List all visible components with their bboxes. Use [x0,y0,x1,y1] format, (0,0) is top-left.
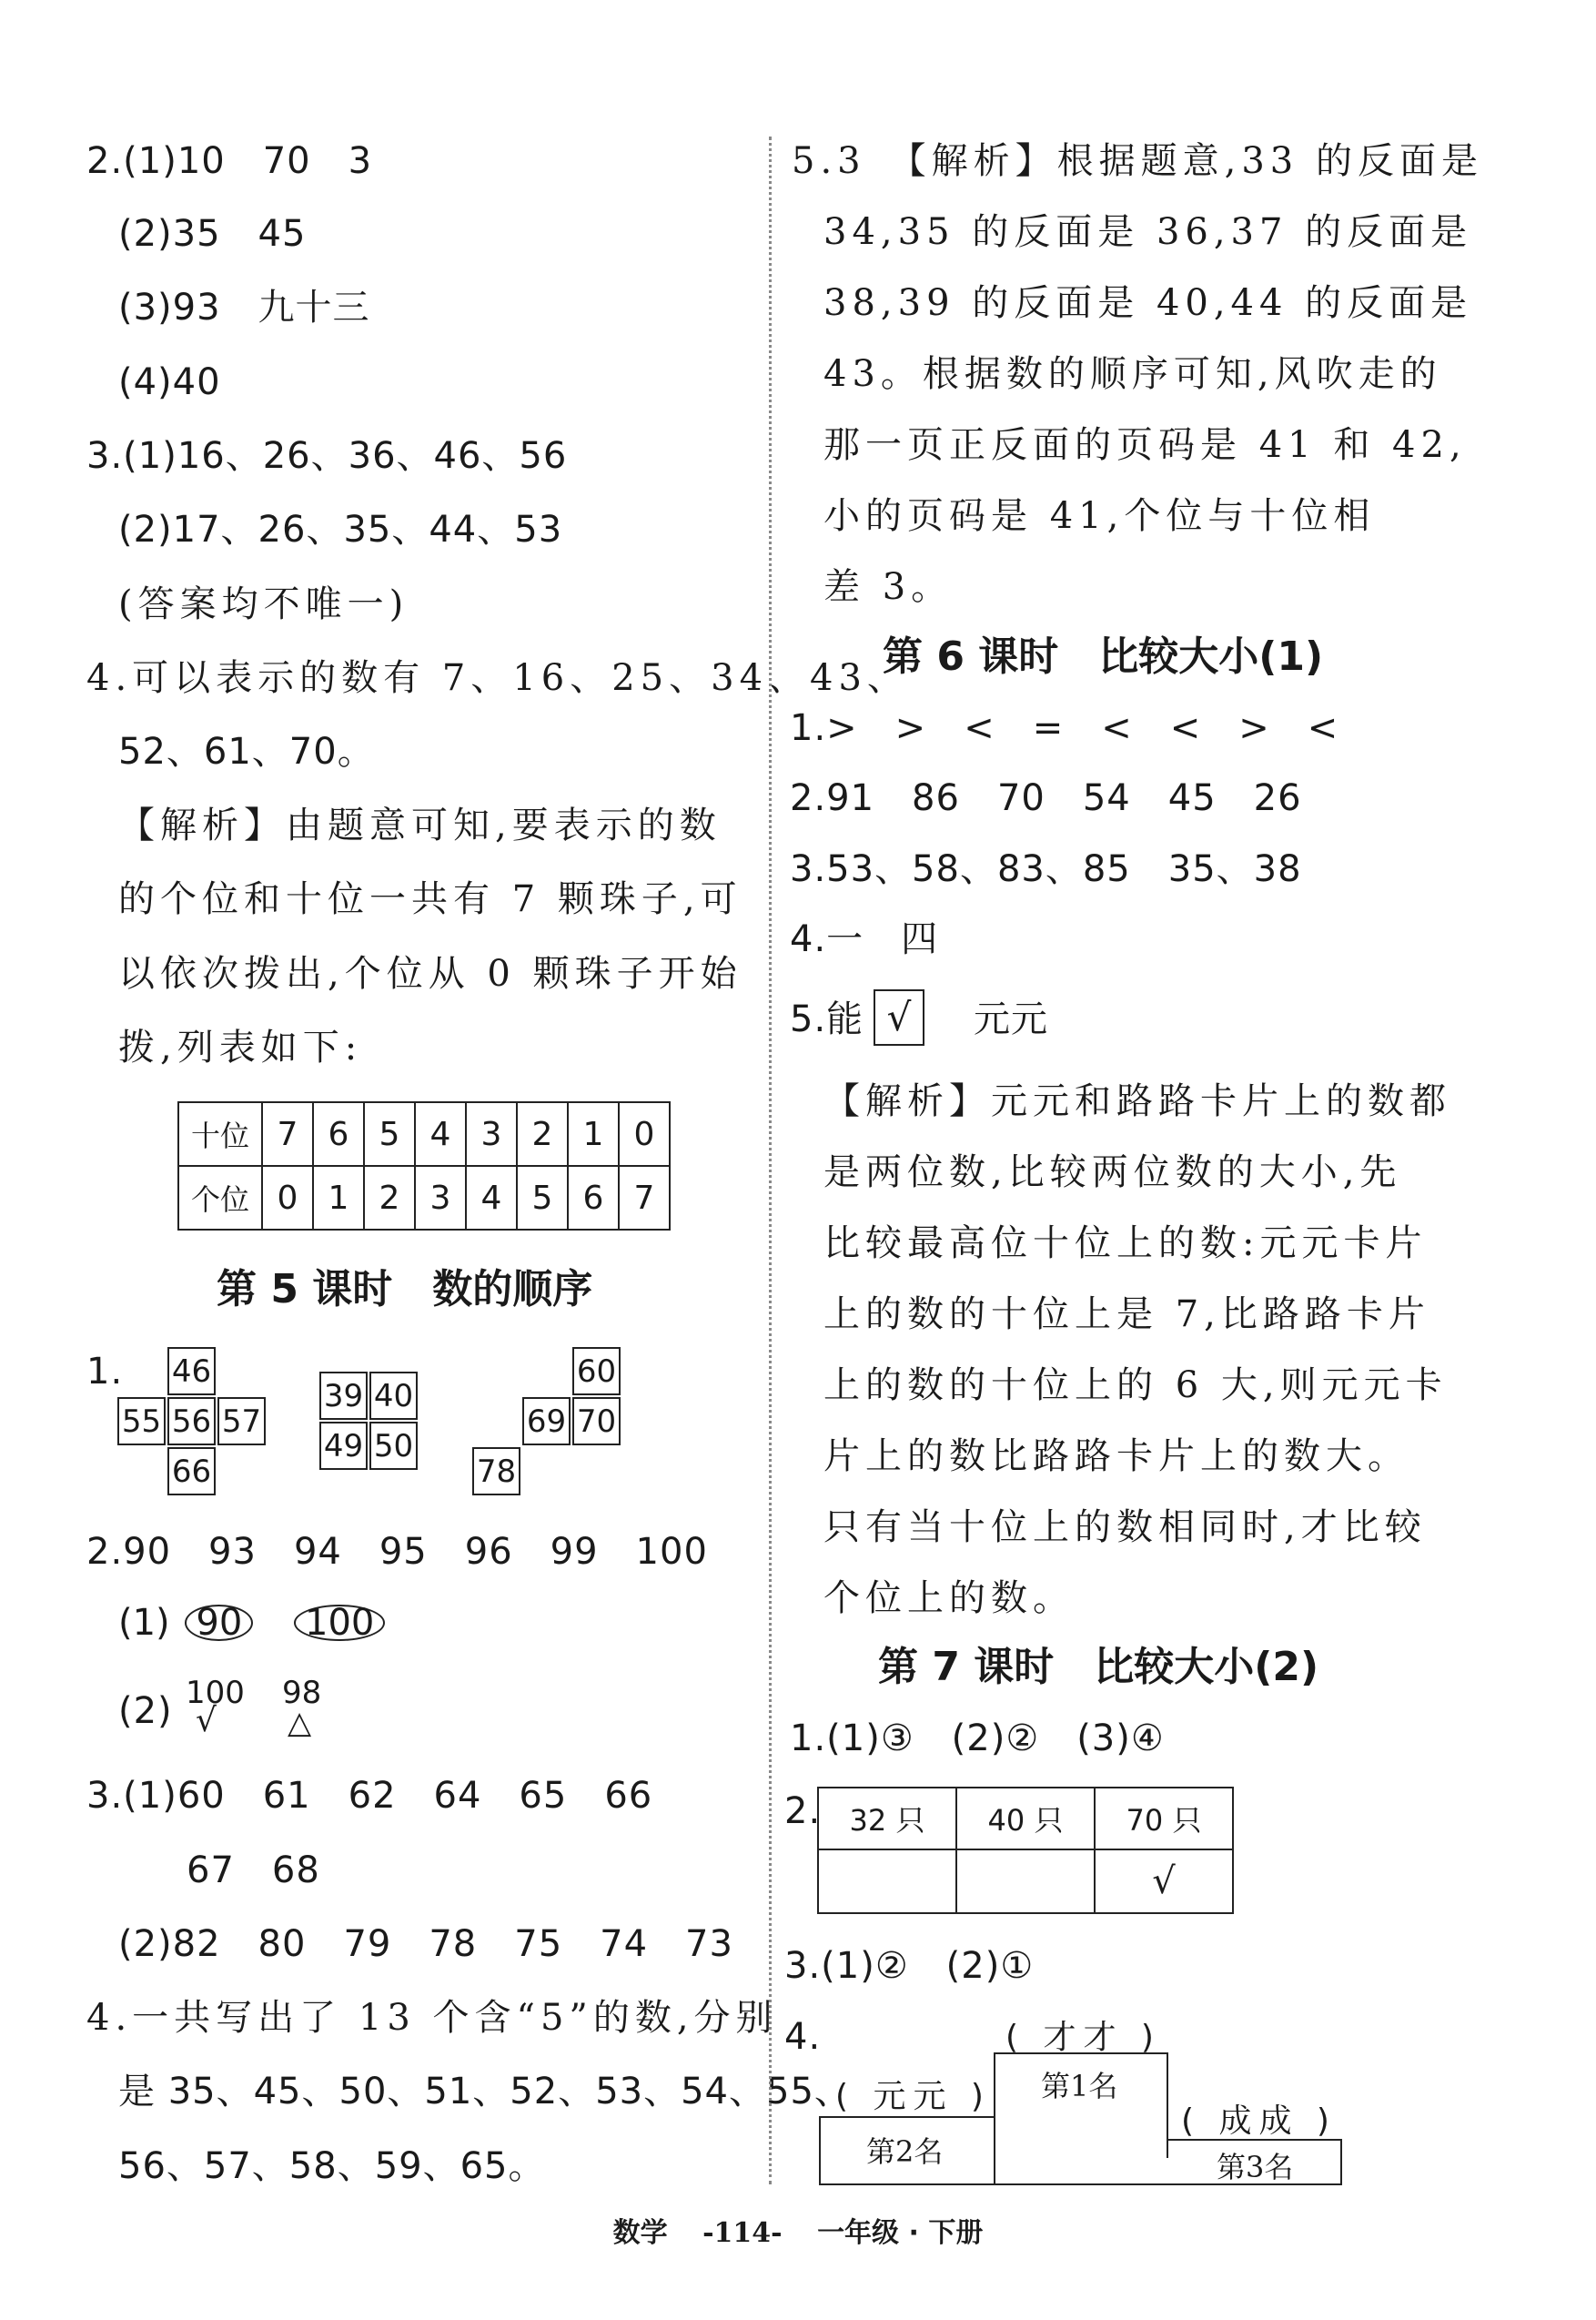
mark-top-number: 98 [282,1675,322,1711]
puzzle3-top: 60 [572,1347,621,1395]
table-cell: 5 [517,1166,568,1230]
l-line-18: 67 68 [187,1849,320,1891]
table-cell: 0 [262,1166,313,1230]
l-line-11: 的个位和十位一共有 7 颗珠子,可 [118,878,742,920]
table-cell: 0 [619,1102,670,1166]
puzzle1-right: 57 [217,1397,266,1445]
check-mark: √ [196,1702,217,1739]
r-line-02: 34,35 的反面是 36,37 的反面是 [823,211,1473,253]
table-cell: 十位 [178,1102,262,1166]
table-cell [956,1849,1095,1913]
puzzle2-tr: 40 [369,1372,418,1420]
table-cell: 4 [415,1102,466,1166]
podium-third-label: 第3名 [1217,2150,1294,2184]
r-line-12-pre: 5.能 [790,998,864,1040]
puzzle3-mid-right: 70 [572,1397,621,1445]
l-line-21: 是 35、45、50、51、52、53、54、55、 [118,2071,852,2112]
footer-grade: 一年级 · 下册 [817,2217,984,2249]
r-line-20: 个位上的数。 [823,1577,1075,1619]
r-line-18: 片上的数比路路卡片上的数大。 [823,1435,1409,1477]
l-line-12: 以依次拨出,个位从 0 颗珠子开始 [118,953,742,995]
l-line-14: 2.90 93 94 95 96 99 100 [86,1531,708,1573]
table-cell: 5 [364,1102,415,1166]
podium-second-name: ( 元元 ) [835,2078,991,2115]
table-cell: 6 [313,1102,364,1166]
r-line-09: 2.91 86 70 54 45 26 [790,777,1302,819]
r-line-11: 4.一 四 [790,918,939,960]
r-line-21: 1.(1)③ (2)② (3)④ [790,1717,1165,1759]
podium-block-second [819,2116,995,2185]
l-line-20: 4.一共写出了 13 个含“5”的数,分别 [86,1997,778,2039]
r-line-15: 比较最高位十位上的数:元元卡片 [823,1222,1428,1264]
table-cell: 70 只 [1095,1788,1233,1849]
triangle-mark: △ [288,1705,312,1741]
podium-second-label: 第2名 [866,2134,944,2169]
page-footer [0,2210,1596,2250]
table-cell: 3 [466,1102,517,1166]
puzzle1-center: 56 [167,1397,216,1445]
r-line-04: 43。根据数的顺序可知,风吹走的 [823,353,1442,395]
r-line-05: 那一页正反面的页码是 41 和 42, [823,424,1467,466]
r-line-17: 上的数的十位上的 6 大,则元元卡 [823,1364,1448,1406]
r-line-01: 5.3 【解析】根据题意,33 的反面是 [792,140,1483,182]
puzzle3-mid-left: 69 [522,1397,571,1445]
r-line-19: 只有当十位上的数相同时,才比较 [823,1506,1427,1548]
table-cell: 6 [568,1166,619,1230]
puzzle1-left: 55 [117,1397,166,1445]
podium-third-top [1167,2139,1342,2141]
puzzle3-bottom: 78 [472,1447,520,1495]
footer-page-number: -114- [702,2217,783,2249]
l-line-06: (2)17、26、35、44、53 [118,509,563,551]
l-line-01: 2.(1)10 70 3 [86,140,373,182]
table-cell: 1 [313,1166,364,1230]
table-cell: √ [1095,1849,1233,1913]
podium-block-third [994,2141,1342,2185]
r-line-10: 3.53、58、83、85 35、38 [790,848,1302,890]
r-line-08: 1.> > < = < < > < [790,707,1339,749]
r-line-12-post: 元元 [974,998,1048,1040]
r-line-13: 【解析】元元和路路卡片上的数都 [823,1080,1451,1122]
l-line-04: (4)40 [118,361,221,403]
r-line-22-label: 2. [784,1790,822,1832]
circled-answer: 90 [185,1605,253,1641]
sub-label: (1) [118,1602,170,1644]
table-cell [818,1849,956,1913]
l-line-10: 【解析】由题意可知,要表示的数 [118,805,722,846]
podium-first-label: 第1名 [1041,2069,1118,2103]
lesson-6-heading: 第 6 课时 比较大小(1) [883,633,1324,680]
l-line-02: (2)35 45 [118,213,307,255]
l-line-13: 拨,列表如下: [118,1027,363,1069]
puzzle1-bottom: 66 [167,1447,216,1495]
mark-top-number: 100 [186,1675,245,1711]
puzzle2-tl: 39 [319,1372,368,1420]
r-line-16: 上的数的十位上是 7,比路路卡片 [823,1293,1430,1335]
r-line-14: 是两位数,比较两位数的大小,先 [823,1151,1402,1193]
lesson-7-heading: 第 7 课时 比较大小(2) [878,1644,1319,1690]
check-box: √ [874,989,924,1046]
l-line-07: (答案均不唯一) [118,583,409,625]
r-line-06: 小的页码是 41,个位与十位相 [823,495,1376,537]
table-cell: 7 [619,1166,670,1230]
r-line-24-label: 4. [784,2016,822,2058]
place-value-table [177,1101,671,1231]
podium-first-name: ( 才才 ) [1005,2019,1161,2056]
l-line-08: 4.可以表示的数有 7、16、25、34、43、 [86,657,909,699]
l-line-09: 52、61、70。 [118,731,375,773]
podium-third-name: ( 成成 ) [1181,2102,1337,2140]
table-cell: 2 [517,1102,568,1166]
l-line-05: 3.(1)16、26、36、46、56 [86,435,568,477]
circled-answer: 100 [294,1605,385,1641]
puzzle1-top: 46 [167,1347,216,1395]
puzzle2-bl: 49 [319,1422,368,1470]
l-line-16-label: (2) [118,1690,173,1732]
r-line-03: 38,39 的反面是 40,44 的反面是 [823,282,1473,324]
table-cell: 2 [364,1166,415,1230]
q1-label: 1. [86,1351,124,1393]
table-cell: 7 [262,1102,313,1166]
l-line-03: (3)93 九十三 [118,287,370,329]
l-line-19: (2)82 80 79 78 75 74 73 [118,1923,733,1965]
footer-subject: 数学 [612,2217,668,2249]
r-line-23: 3.(1)② (2)① [784,1945,1035,1987]
table-cell: 4 [466,1166,517,1230]
l-line-17: 3.(1)60 61 62 64 65 66 [86,1775,653,1817]
table-cell: 3 [415,1166,466,1230]
lesson-5-heading: 第 5 课时 数的顺序 [217,1266,593,1312]
puzzle2-br: 50 [369,1422,418,1470]
column-divider [769,137,772,2184]
l-line-15 [118,1602,385,1644]
table-cell: 32 只 [818,1788,956,1849]
table-cell: 个位 [178,1166,262,1230]
table-cell: 40 只 [956,1788,1095,1849]
r-line-07: 差 3。 [823,566,954,608]
table-cell: 1 [568,1102,619,1166]
l-line-22: 56、57、58、59、65。 [118,2145,546,2187]
animal-count-table [817,1787,1234,1914]
